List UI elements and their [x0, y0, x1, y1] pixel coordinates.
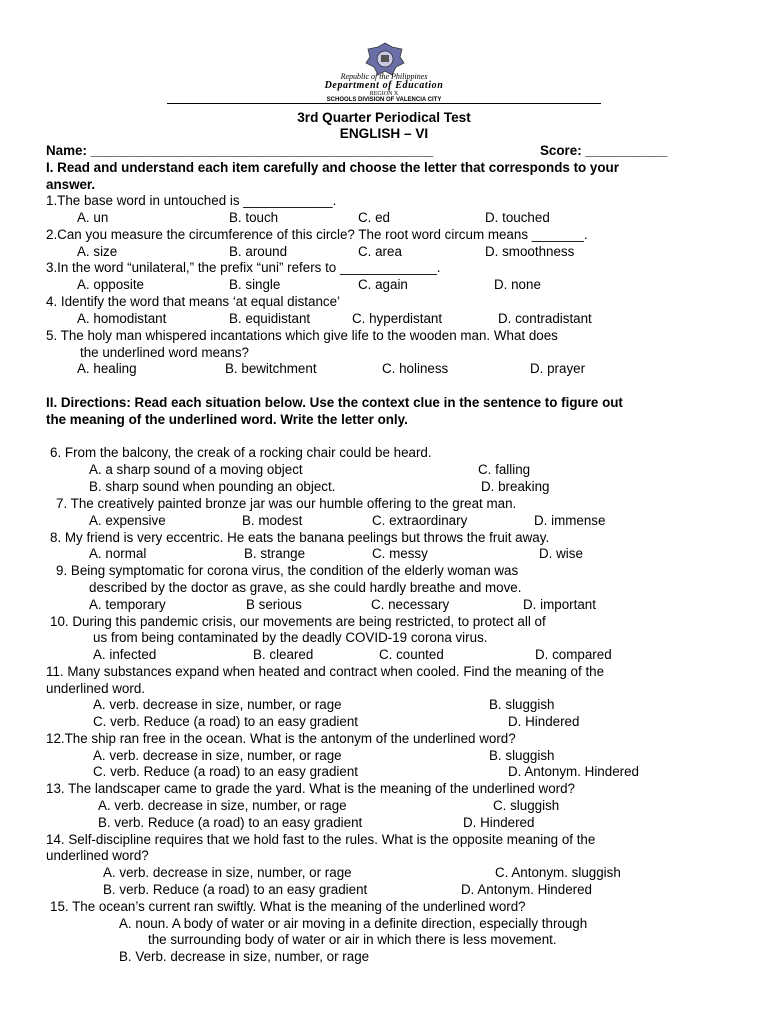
q2-option-d[interactable]: D. smoothness: [485, 244, 575, 259]
q14-option-c[interactable]: C. Antonym. sluggish: [495, 865, 621, 880]
q7-option-d[interactable]: D. immense: [534, 513, 606, 528]
q9-option-a[interactable]: A. temporary: [89, 597, 166, 612]
q3-option-a[interactable]: A. opposite: [77, 277, 144, 292]
header-division: SCHOOLS DIVISION OF VALENCIA CITY: [326, 97, 442, 103]
q10-option-c[interactable]: C. counted: [379, 647, 444, 662]
q12-option-b[interactable]: B. sluggish: [489, 748, 555, 763]
q11-option-a[interactable]: A. verb. decrease in size, number, or rage: [93, 697, 342, 712]
question-1: 1.The base word in untouched is ____________.: [46, 193, 337, 208]
q7-option-a[interactable]: A. expensive: [89, 513, 166, 528]
question-13: 13. The landscaper came to grade the yard. What is the meaning of the underlined word?: [46, 781, 576, 796]
question-5: 5. The holy man whispered incantations which give life to the wooden man. What does: [46, 328, 558, 343]
q13-option-b[interactable]: B. verb. Reduce (a road) to an easy gradient: [98, 815, 363, 830]
q11-option-c[interactable]: C. verb. Reduce (a road) to an easy gradient: [93, 714, 358, 729]
question-4: 4. Identify the word that means ‘at equal distance’: [46, 294, 341, 309]
q4-option-c[interactable]: C. hyperdistant: [352, 311, 443, 326]
part2-directions-cont: the meaning of the underlined word. Write the letter only.: [46, 412, 408, 427]
test-title: 3rd Quarter Periodical Test: [297, 110, 471, 125]
name-field[interactable]: Name: ______________________________________________: [46, 143, 434, 158]
q1-option-d[interactable]: D. touched: [485, 210, 550, 225]
q5-option-d[interactable]: D. prayer: [530, 361, 586, 376]
question-14: 14. Self-discipline requires that we hold fast to the rules. What is the opposite meaning of the: [46, 832, 596, 847]
question-11: 11. Many substances expand when heated and contract when cooled. Find the meaning of the: [46, 664, 605, 679]
q7-option-c[interactable]: C. extraordinary: [372, 513, 468, 528]
question-2: 2.Can you measure the circumference of this circle? The root word circum means _______.: [46, 227, 588, 242]
q9-option-b[interactable]: B serious: [246, 597, 302, 612]
q10-option-d[interactable]: D. compared: [535, 647, 612, 662]
q13-option-a[interactable]: A. verb. decrease in size, number, or rage: [98, 798, 347, 813]
question-10: 10. During this pandemic crisis, our movements are being restricted, to protect all of: [50, 614, 546, 629]
q3-option-d[interactable]: D. none: [494, 277, 541, 292]
q3-option-c[interactable]: C. again: [358, 277, 408, 292]
q13-option-d[interactable]: D. Hindered: [463, 815, 535, 830]
q14-option-a[interactable]: A. verb. decrease in size, number, or rage: [103, 865, 352, 880]
q12-option-d[interactable]: D. Antonym. Hindered: [508, 764, 639, 779]
header-department: Department of Education: [324, 80, 444, 91]
q2-option-b[interactable]: B. around: [229, 244, 288, 259]
header-divider: [167, 103, 601, 104]
question-12: 12.The ship ran free in the ocean. What is the antonym of the underlined word?: [46, 731, 516, 746]
q8-option-a[interactable]: A. normal: [89, 546, 147, 561]
q15-option-b[interactable]: B. Verb. decrease in size, number, or rage: [119, 949, 370, 964]
question-5-cont: the underlined word means?: [80, 345, 249, 360]
q5-option-b[interactable]: B. bewitchment: [225, 361, 317, 376]
q15-option-a[interactable]: A. noun. A body of water or air moving in a definite direction, especially through: [119, 916, 588, 931]
part2-directions: II. Directions: Read each situation below. Use the context clue in the sentence to figure out: [46, 395, 623, 410]
question-6: 6. From the balcony, the creak of a rocking chair could be heard.: [50, 445, 432, 460]
test-subject: ENGLISH – VI: [339, 126, 429, 141]
q11-option-d[interactable]: D. Hindered: [508, 714, 580, 729]
q5-option-c[interactable]: C. holiness: [382, 361, 449, 376]
q6-option-b[interactable]: B. sharp sound when pounding an object.: [89, 479, 336, 494]
score-field[interactable]: Score: ___________: [540, 143, 668, 158]
q1-option-b[interactable]: B. touch: [229, 210, 279, 225]
q13-option-c[interactable]: C. sluggish: [493, 798, 560, 813]
q2-option-a[interactable]: A. size: [77, 244, 118, 259]
q4-option-d[interactable]: D. contradistant: [498, 311, 592, 326]
q3-option-b[interactable]: B. single: [229, 277, 281, 292]
q9-option-d[interactable]: D. important: [523, 597, 596, 612]
q12-option-a[interactable]: A. verb. decrease in size, number, or rage: [93, 748, 342, 763]
question-15: 15. The ocean’s current ran swiftly. What is the meaning of the underlined word?: [50, 899, 526, 914]
q8-option-b[interactable]: B. strange: [244, 546, 306, 561]
q1-option-c[interactable]: C. ed: [358, 210, 391, 225]
question-11-cont: underlined word.: [46, 681, 146, 696]
question-10-cont: us from being contaminated by the deadly COVID-19 corona virus.: [93, 630, 488, 645]
q15-option-a-cont: the surrounding body of water or air in which there is less movement.: [148, 932, 557, 947]
q6-option-d[interactable]: D. breaking: [481, 479, 550, 494]
q11-option-b[interactable]: B. sluggish: [489, 697, 555, 712]
question-9-cont: described by the doctor as grave, as she could hardly breathe and move.: [89, 580, 522, 595]
q10-option-b[interactable]: B. cleared: [253, 647, 314, 662]
part1-directions-cont: answer.: [46, 177, 96, 192]
question-9: 9. Being symptomatic for corona virus, the condition of the elderly woman was: [56, 563, 519, 578]
q8-option-c[interactable]: C. messy: [372, 546, 428, 561]
q6-option-c[interactable]: C. falling: [478, 462, 531, 477]
q1-option-a[interactable]: A. un: [77, 210, 109, 225]
question-14-cont: underlined word?: [46, 848, 149, 863]
q14-option-d[interactable]: D. Antonym. Hindered: [461, 882, 592, 897]
q9-option-c[interactable]: C. necessary: [371, 597, 450, 612]
q12-option-c[interactable]: C. verb. Reduce (a road) to an easy gradient: [93, 764, 358, 779]
question-8: 8. My friend is very eccentric. He eats the banana peelings but throws the fruit away.: [50, 530, 550, 545]
q14-option-b[interactable]: B. verb. Reduce (a road) to an easy gradient: [103, 882, 368, 897]
q8-option-d[interactable]: D. wise: [539, 546, 583, 561]
q2-option-c[interactable]: C. area: [358, 244, 402, 259]
q7-option-b[interactable]: B. modest: [242, 513, 303, 528]
header-region: REGION X: [369, 91, 399, 97]
header-republic: Republic of the Philippines: [340, 72, 428, 81]
question-7: 7. The creatively painted bronze jar was our humble offering to the great man.: [56, 496, 517, 511]
part1-directions: I. Read and understand each item carefully and choose the letter that corresponds to your: [46, 160, 619, 175]
q4-option-a[interactable]: A. homodistant: [77, 311, 167, 326]
q4-option-b[interactable]: B. equidistant: [229, 311, 311, 326]
q10-option-a[interactable]: A. infected: [93, 647, 157, 662]
q5-option-a[interactable]: A. healing: [77, 361, 137, 376]
q6-option-a[interactable]: A. a sharp sound of a moving object: [89, 462, 303, 477]
question-3: 3.In the word “unilateral,” the prefix “uni” refers to _____________.: [46, 260, 441, 275]
